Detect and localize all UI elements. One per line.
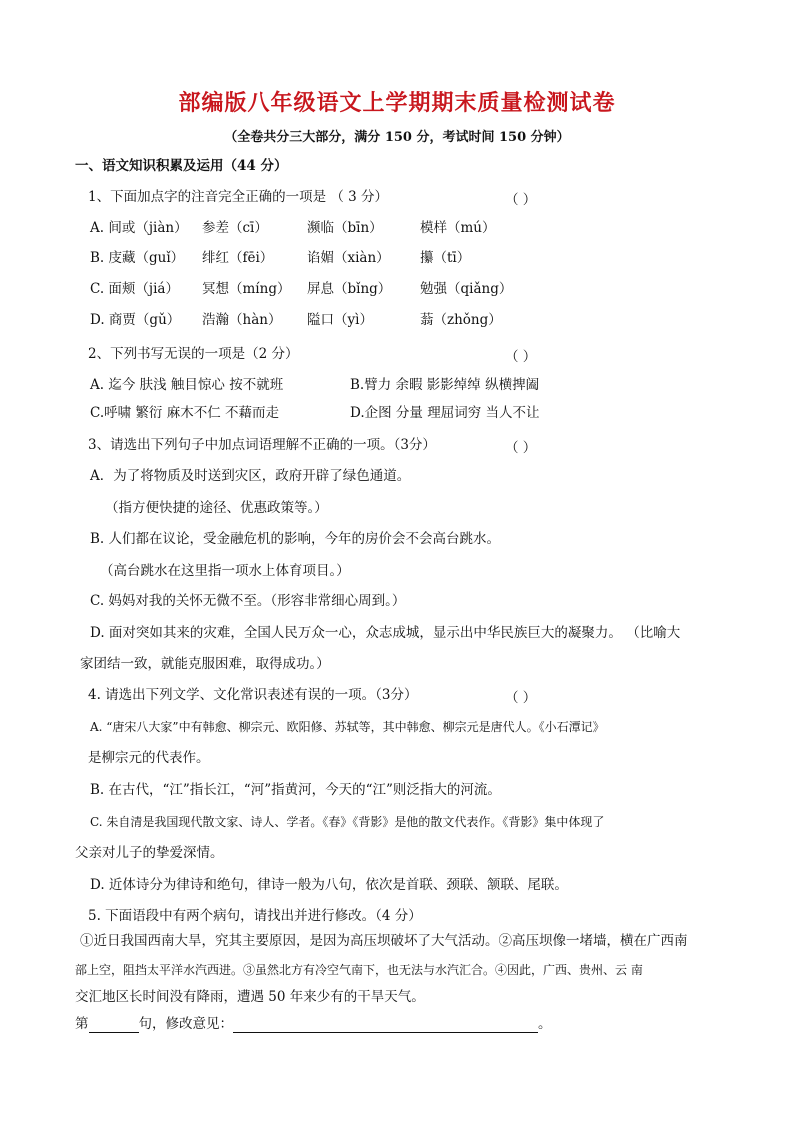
question-4-option-c-line-1: C. 朱自清是我国现代散文家、诗人、学者。《春》《背影》是他的散文代表作。《背影》集中体现了 — [90, 815, 605, 829]
question-5-passage-line-3: 交汇地区长时间没有降雨，遭遇 50 年来少有的干旱天气。 — [75, 989, 425, 1005]
question-3-option-d-line-2: 家团结一致，就能克服困难，取得成功。） — [80, 656, 330, 672]
question-4-option-a-line-2: 是柳宗元的代表作。 — [88, 750, 210, 766]
question-1-option-c: C. 面颊（jiá） 冥想（míng） 屏息（bǐng） 勉强（qiǎng） — [90, 281, 513, 297]
question-3-answer-bracket: （ ） — [505, 440, 537, 456]
question-1-option-b: B. 庋藏（guǐ） 绯红（fēi） 谄媚（xiàn） 攥（tī） — [90, 250, 471, 266]
question-5-answer-line: 第 句，修改意见： 。 — [75, 1016, 552, 1032]
question-3-option-b-note: （高台跳水在这里指一项水上体育项目。） — [100, 563, 350, 579]
question-2-options-row-2: C.呼啸 繁衍 麻木不仁 不藉而走 D.企图 分量 理屈词穷 当人不让 — [90, 405, 540, 421]
question-1-answer-bracket: （ ） — [505, 192, 537, 208]
section-1-heading: 一、语文知识积累及运用（44 分） — [75, 158, 288, 174]
question-4-answer-bracket: （ ） — [505, 690, 537, 706]
sentence-number-blank[interactable] — [89, 1018, 139, 1033]
question-4-option-d: D. 近体诗分为律诗和绝句，律诗一般为八句，依次是首联、颈联、颔联、尾联。 — [90, 877, 568, 893]
question-4-option-c-line-2: 父亲对儿子的挚爱深情。 — [75, 845, 224, 861]
page-subtitle: （全卷共分三大部分，满分 150 分，考试时间 150 分钟） — [224, 130, 570, 145]
question-1-stem: 1、下面加点字的注音完全正确的一项是 （ 3 分） — [88, 189, 389, 205]
question-4-option-b: B. 在古代，“江”指长江，“河”指黄河，今天的“江”则泛指大的河流。 — [90, 782, 501, 798]
question-2-options-row-1: A. 迄今 肤浅 触目惊心 按不就班 B.臂力 余暇 影影绰绰 纵横捭阖 — [90, 377, 540, 393]
question-4-option-a-line-1: A. “唐宋八大家”中有韩愈、柳宗元、欧阳修、苏轼等，其中韩愈、柳宗元是唐代人。《小石潭记》 — [90, 720, 605, 734]
question-1-option-a: A. 间或（jiàn） 参差（cī） 濒临（bīn） 模样（mú） — [90, 220, 496, 236]
question-1-option-d: D. 商贾（gǔ） 浩瀚（hàn） 隘口（yì） 蓊（zhǒng） — [90, 312, 502, 328]
question-5-stem: 5. 下面语段中有两个病句，请找出并进行修改。（4 分） — [88, 908, 422, 924]
question-3-option-a: A．为了将物质及时送到灾区，政府开辟了绿色通道。 — [90, 468, 411, 484]
revision-suggestion-blank[interactable] — [233, 1018, 538, 1033]
question-3-option-d-line-1: D. 面对突如其来的灾难，全国人民万众一心，众志成城，显示出中华民族巨大的凝聚力。 （比喻大 — [90, 625, 681, 641]
page-title: 部编版八年级语文上学期期末质量检测试卷 — [178, 91, 616, 116]
question-3-option-a-note: （指方便快捷的途径、优惠政策等。） — [105, 500, 328, 516]
question-3-option-b: B. 人们都在议论，受金融危机的影响，今年的房价会不会高台跳水。 — [90, 531, 501, 547]
question-3-stem: 3、请选出下列句子中加点词语理解不正确的一项。（3分） — [88, 437, 436, 453]
question-2-stem: 2、下列书写无误的一项是（2 分） — [88, 346, 299, 362]
question-2-answer-bracket: （ ） — [505, 349, 537, 365]
question-3-option-c: C. 妈妈对我的关怀无微不至。（形容非常细心周到。） — [90, 593, 406, 609]
question-5-passage-line-2: 部上空，阻挡太平洋水汽西进。③虽然北方有冷空气南下，也无法与水汽汇合。④因此，广西、贵州、云 南 — [75, 963, 643, 977]
question-4-stem: 4. 请选出下列文学、文化常识表述有误的一项。（3分） — [88, 687, 418, 703]
question-5-passage-line-1: ①近日我国西南大旱，究其主要原因，是因为高压坝破坏了大气活动。②高压坝像一堵墙，横在广西南 — [80, 933, 688, 949]
